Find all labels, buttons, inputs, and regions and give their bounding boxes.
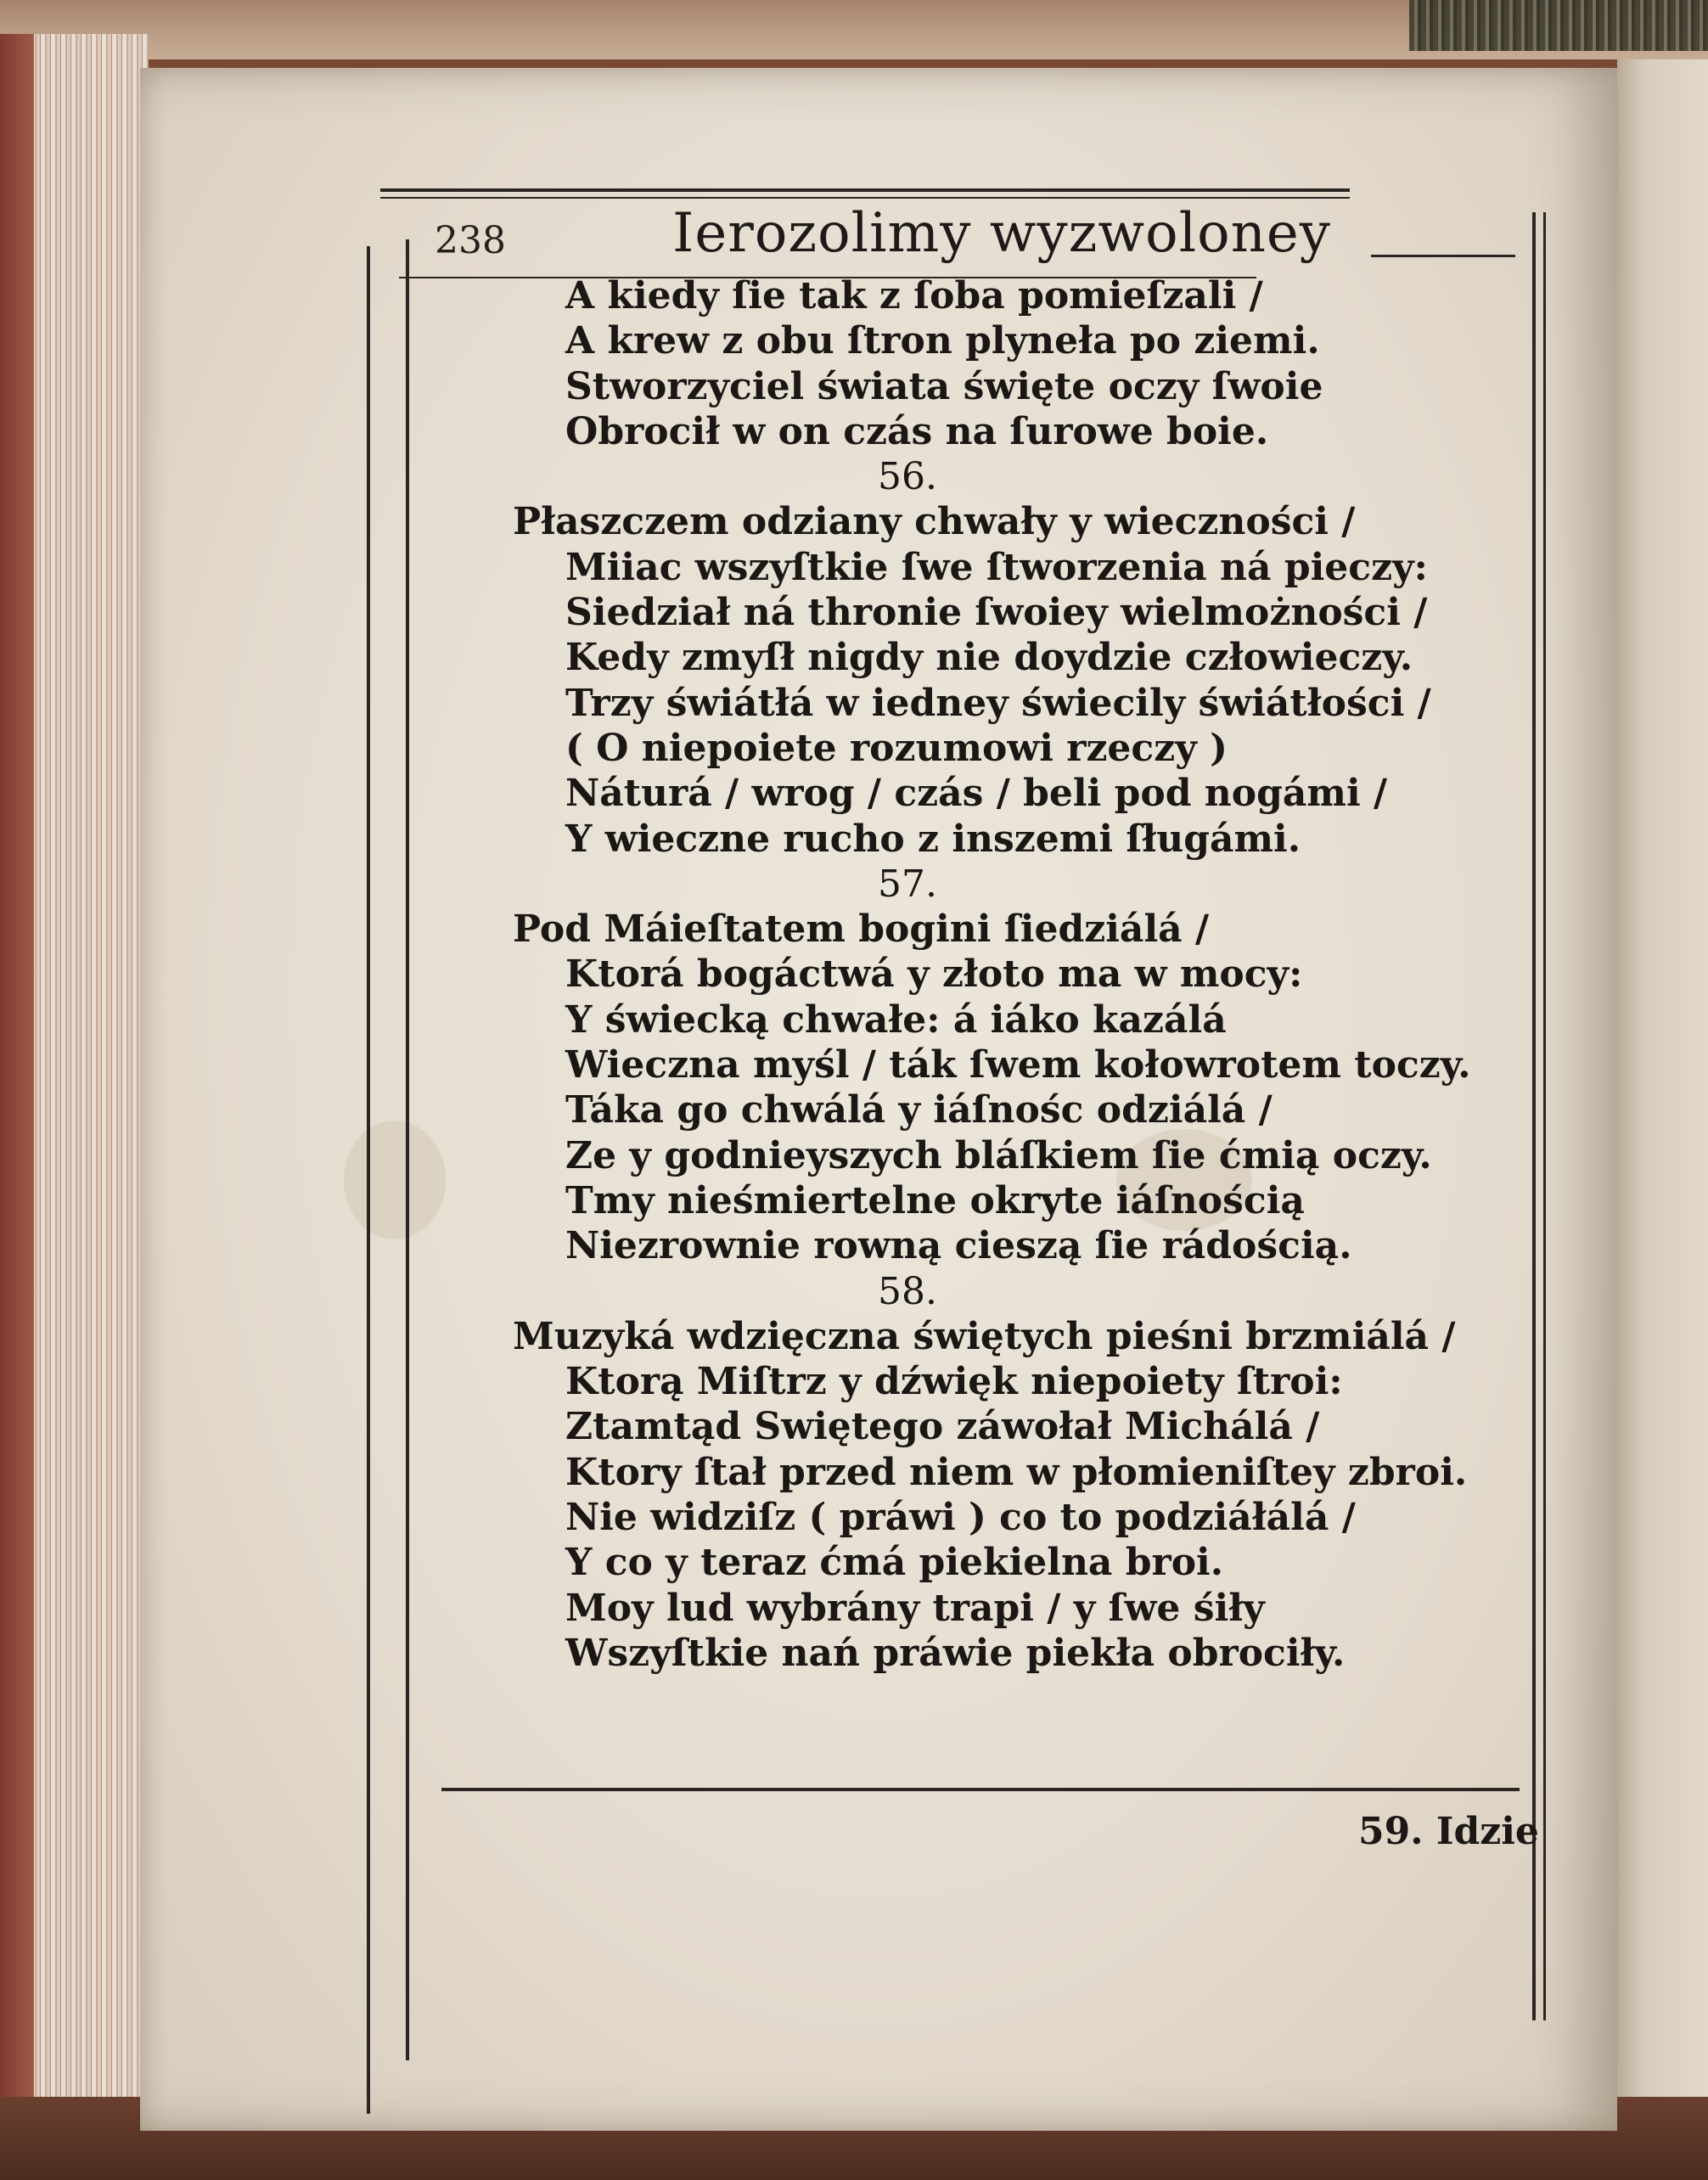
verse-line: Niezrownie rowną cieszą ſie rádością.: [565, 1224, 1352, 1268]
verse-line: Wieczna myśl / ták ſwem kołowrotem toczy.: [565, 1043, 1471, 1087]
verse-line: Ktorá bogáctwá y złoto ma w mocy:: [565, 952, 1303, 997]
right-outer-rule: [1543, 212, 1546, 2020]
verse-line: Wszyſtkie nań práwie piekła obrociły.: [565, 1631, 1346, 1675]
verse-line: Ztamtąd Swiętego záwołał Michálá /: [565, 1405, 1320, 1449]
verse-line: Tmy nieśmiertelne okryte iáſnością: [565, 1178, 1305, 1222]
verse-line: Kedy zmyſł nigdy nie doydzie człowieczy.: [565, 636, 1413, 680]
verse-line: Miiac wszyſtkie ſwe ſtworzenia ná pieczy:: [565, 545, 1428, 589]
left-inner-rule: [406, 239, 409, 2060]
verse-line: Y wieczne rucho z inszemi ſługámi.: [565, 817, 1301, 861]
bottom-rule: [441, 1788, 1520, 1791]
verse-line: Y świecką chwałe: á iáko kazálá: [565, 997, 1227, 1042]
verse-line: Y co y teraz ćmá piekielna broi.: [565, 1541, 1224, 1585]
right-inner-rule: [1532, 212, 1536, 2020]
verse-line: Ktory ſtał przed niem w płomieniſtey zbroi.: [565, 1450, 1468, 1494]
catchword: 59. Idzie: [1358, 1810, 1539, 1853]
top-rule: [380, 188, 1350, 192]
verse-line: Ze y godnieyszych bláſkiem ſie ćmią oczy.: [565, 1133, 1432, 1177]
verse-line: ( O niepoiete rozumowi rzeczy ): [565, 726, 1228, 770]
verse-line: Trzy świátłá w iedney świecily świátłości /: [565, 681, 1431, 725]
verse-line: Obrocił w on czás na ſurowe boie.: [565, 409, 1269, 453]
red-page-edge: [0, 34, 34, 2105]
top-rule-thin: [380, 197, 1350, 199]
verse-line: A krew z obu ſtron plyneła po ziemi.: [565, 319, 1320, 363]
stanza-number: 58.: [878, 1269, 937, 1313]
running-title: Ierozolimy wyzwoloney: [672, 202, 1331, 265]
page-number: 238: [435, 219, 506, 262]
book-headband: [1409, 0, 1708, 51]
verse-line: Muzyká wdzięczna świętych pieśni brzmiálá /: [513, 1314, 1456, 1358]
stanza-number: 56.: [878, 455, 937, 499]
verse-line: A kiedy ſie tak z ſoba pomieſzali /: [565, 274, 1263, 317]
stanza-number: 57.: [878, 862, 937, 906]
verse-line: Stworzyciel świata święte oczy ſwoie: [565, 364, 1323, 408]
verse-line: Náturá / wrog / czás / beli pod nogámi /: [565, 772, 1388, 816]
page-stain: [344, 1121, 446, 1239]
verse-line: Pod Máieſtatem bogini ſiedziálá /: [513, 907, 1210, 952]
left-outer-rule: [367, 246, 370, 2114]
verse-line: Płaszczem odziany chwały y wieczności /: [513, 500, 1356, 544]
verse-line: Nie widziſz ( práwi ) co to podziáłálá /: [565, 1496, 1356, 1540]
verse-line: Táka go chwálá y iáſnośc odziálá /: [565, 1088, 1273, 1132]
verse-line: Ktorą Miſtrz y dźwięk niepoiety ſtroi:: [565, 1360, 1343, 1404]
verse-line: Siedział ná thronie ſwoiey wielmożności /: [565, 591, 1428, 635]
right-header-rule: [1371, 255, 1515, 257]
facing-page-edge: [1617, 59, 1708, 2131]
verse-line: Moy lud wybrány trapi / y ſwe śiły: [565, 1586, 1265, 1630]
poem-text-block: [513, 273, 1506, 1676]
